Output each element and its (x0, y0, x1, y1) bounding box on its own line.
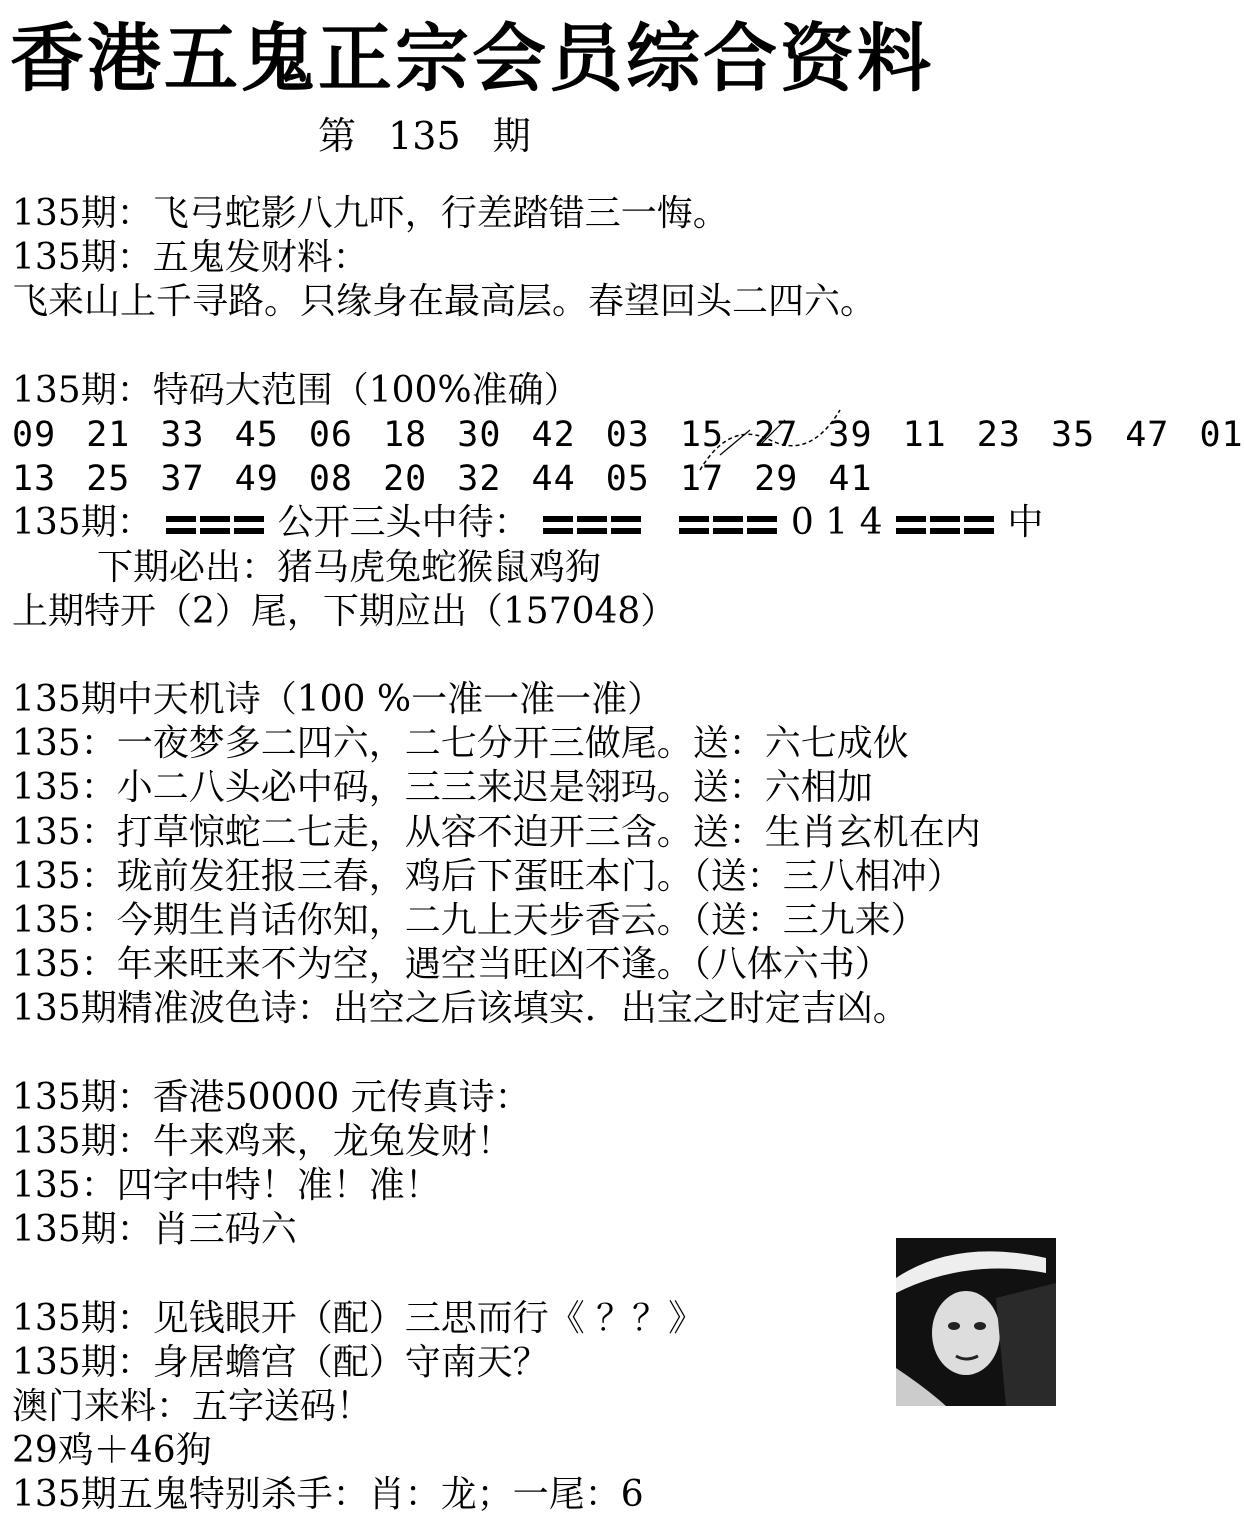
redacted-block (964, 516, 994, 534)
text-line: 135：年来旺来不为空，遇空当旺凶不逢。（八体六书） (12, 944, 891, 986)
text-segment: 0 1 4 (790, 502, 883, 544)
text-line: 135期：肖三码六 (12, 1209, 297, 1251)
issue-prefix: 第 (318, 114, 357, 158)
text-line: 135：珑前发狂报三春，鸡后下蛋旺本门。（送：三八相冲） (12, 855, 963, 897)
text-line: 135期：五鬼发财料： (12, 237, 369, 279)
issue-suffix: 期 (492, 114, 531, 158)
text-line: 135：一夜梦多二四六，二七分开三做尾。送：六七成伙 (12, 723, 909, 765)
text-line: 135：打草惊蛇二七走，从容不迫开三含。送：生肖玄机在内 (12, 811, 981, 853)
number-line: 13 25 37 49 08 20 32 44 05 17 29 41 (12, 459, 873, 500)
redacted-block (896, 516, 926, 534)
text-line: 下期必出：猪马虎兔蛇猴鼠鸡狗 (97, 546, 602, 588)
handwritten-scribble (690, 400, 870, 490)
text-line: 135期：香港50000 元传真诗： (12, 1076, 531, 1118)
text-segment: 公开三头中待： (277, 502, 530, 544)
text-line: 135期五鬼特别杀手：肖：龙；一尾：6 (12, 1474, 644, 1516)
text-line: 135期：飞弓蛇影八九吓，行差踏错三一悔。 (12, 193, 729, 234)
text-line: 135期：特码大范围（100%准确） (12, 369, 580, 411)
spacer (12, 1032, 1072, 1076)
text-line: 135期：身居蟾宫（配）守南天？ (12, 1341, 549, 1383)
issue-value: 135 (388, 114, 461, 158)
number-line: 09 21 33 45 06 18 30 42 03 15 27 39 11 23 35 47 01 (12, 414, 1244, 455)
text-line: 135：小二八头必中码，三三来迟是翎玛。送：六相加 (12, 767, 873, 809)
redacted-block (543, 516, 573, 534)
page-title: 香港五鬼正宗会员综合资料 (10, 16, 934, 102)
redacted-block (713, 516, 743, 534)
text-line: 135：四字中特！准！准！ (12, 1165, 441, 1207)
redacted-block (930, 516, 960, 534)
redacted-block (611, 516, 641, 534)
text-line: 135期中天机诗（100 %一准一准一准） (12, 679, 664, 721)
text-line: 135期：牛来鸡来，龙兔发财！ (12, 1120, 513, 1162)
text-line: 29鸡＋46狗 (12, 1430, 212, 1472)
issue-number (318, 112, 551, 160)
text-line: 135期精准波色诗：出空之后该填实．出宝之时定吉凶。 (12, 988, 909, 1030)
spacer (12, 325, 1072, 369)
text-line-with-blocks (12, 501, 1072, 545)
text-line: 澳门来料：五字送码！ (12, 1386, 373, 1428)
redacted-block (200, 516, 230, 534)
redacted-block (577, 516, 607, 534)
portrait-photo (896, 1238, 1056, 1406)
redacted-block (166, 516, 196, 534)
redacted-block (234, 516, 264, 534)
spacer (12, 634, 1072, 678)
text-line: 135期：见钱眼开（配）三思而行《 ？？》 (12, 1297, 705, 1339)
text-line: 飞来山上千寻路。只缘身在最高层。春望回头二四六。 (12, 281, 877, 323)
text-segment: 135期： (12, 502, 153, 544)
text-line: 上期特开（2）尾，下期应出（157048） (12, 590, 677, 632)
redacted-block (679, 516, 709, 534)
text-line: 135：今期生肖话你知，二九上天步香云。（送：三九来） (12, 900, 927, 941)
text-segment: 中 (1007, 502, 1044, 544)
redacted-block (747, 516, 777, 534)
